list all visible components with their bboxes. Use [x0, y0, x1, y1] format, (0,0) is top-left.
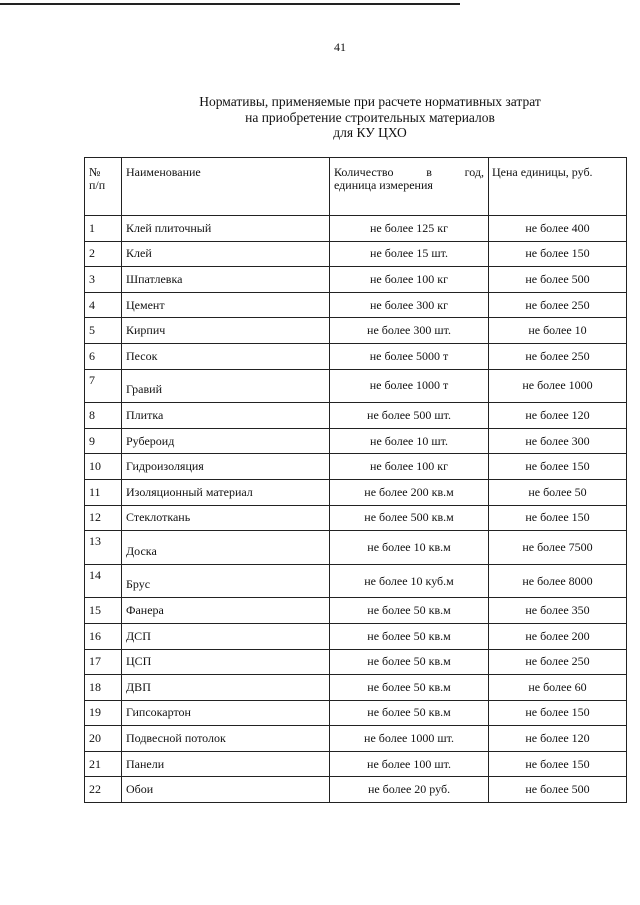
row-name: Кирпич [122, 318, 330, 344]
row-price: не более 500 [489, 777, 627, 803]
row-name: Рубероид [122, 428, 330, 454]
row-quantity: не более 1000 шт. [330, 726, 489, 752]
row-num: 4 [85, 292, 122, 318]
table-row [85, 564, 627, 598]
row-num: 8 [85, 403, 122, 429]
table-row [85, 479, 627, 505]
row-name: Плитка [122, 403, 330, 429]
row-quantity: не более 50 кв.м [330, 700, 489, 726]
row-num: 6 [85, 343, 122, 369]
row-price: не более 150 [489, 454, 627, 480]
row-quantity: не более 20 руб. [330, 777, 489, 803]
row-quantity: не более 50 кв.м [330, 623, 489, 649]
row-price: не более 60 [489, 675, 627, 701]
header-num-line-1: № [89, 165, 101, 179]
row-price: не более 250 [489, 649, 627, 675]
row-num: 14 [85, 564, 122, 598]
row-price: не более 8000 [489, 564, 627, 598]
table-row [85, 700, 627, 726]
table-row [85, 623, 627, 649]
row-quantity: не более 100 кг [330, 267, 489, 293]
row-price: не более 1000 [489, 369, 627, 403]
header-name: Наименование [122, 158, 330, 216]
table-row [85, 649, 627, 675]
row-num: 19 [85, 700, 122, 726]
row-price: не более 120 [489, 726, 627, 752]
table-row [85, 403, 627, 429]
row-quantity: не более 5000 т [330, 343, 489, 369]
row-quantity: не более 300 кг [330, 292, 489, 318]
row-num: 16 [85, 623, 122, 649]
header-num-line-2: п/п [89, 178, 106, 192]
row-num: 5 [85, 318, 122, 344]
header-num [85, 158, 122, 216]
table-row [85, 428, 627, 454]
row-name: Шпатлевка [122, 267, 330, 293]
row-price: не более 300 [489, 428, 627, 454]
table-row [85, 216, 627, 242]
row-num: 17 [85, 649, 122, 675]
row-num: 11 [85, 479, 122, 505]
table-row [85, 369, 627, 403]
row-num: 13 [85, 531, 122, 565]
row-name: Обои [122, 777, 330, 803]
table-row [85, 726, 627, 752]
row-num: 9 [85, 428, 122, 454]
table-row [85, 267, 627, 293]
row-name: ЦСП [122, 649, 330, 675]
header-quantity-word-1: Количество [334, 165, 394, 179]
row-price: не более 50 [489, 479, 627, 505]
row-quantity: не более 100 кг [330, 454, 489, 480]
header-quantity-word-3: год, [464, 165, 484, 179]
row-num: 7 [85, 369, 122, 403]
row-quantity: не более 300 шт. [330, 318, 489, 344]
document-title [160, 94, 580, 141]
row-quantity: не более 50 кв.м [330, 598, 489, 624]
row-price: не более 500 [489, 267, 627, 293]
table-row [85, 598, 627, 624]
row-name: Брус [122, 564, 330, 598]
row-quantity: не более 200 кв.м [330, 479, 489, 505]
row-num: 15 [85, 598, 122, 624]
header-quantity-line-2: единица измерения [334, 178, 433, 192]
title-line-1: Нормативы, применяемые при расчете нормативных затрат [199, 94, 541, 109]
row-num: 3 [85, 267, 122, 293]
top-rule [0, 3, 460, 5]
row-name: ДСП [122, 623, 330, 649]
row-name: Фанера [122, 598, 330, 624]
row-name: Клей плиточный [122, 216, 330, 242]
row-quantity: не более 15 шт. [330, 241, 489, 267]
row-price: не более 120 [489, 403, 627, 429]
table-row [85, 454, 627, 480]
row-price: не более 250 [489, 292, 627, 318]
row-num: 1 [85, 216, 122, 242]
row-quantity: не более 10 шт. [330, 428, 489, 454]
table-row [85, 777, 627, 803]
row-quantity: не более 1000 т [330, 369, 489, 403]
row-name: Цемент [122, 292, 330, 318]
row-price: не более 200 [489, 623, 627, 649]
row-quantity: не более 10 куб.м [330, 564, 489, 598]
row-name: Подвесной потолок [122, 726, 330, 752]
row-price: не более 10 [489, 318, 627, 344]
row-price: не более 150 [489, 505, 627, 531]
norms-table [84, 157, 627, 803]
page-number: 41 [334, 40, 346, 54]
row-price: не более 400 [489, 216, 627, 242]
table-row [85, 318, 627, 344]
table-row [85, 241, 627, 267]
row-num: 10 [85, 454, 122, 480]
row-name: Стеклоткань [122, 505, 330, 531]
table-row [85, 343, 627, 369]
table-row [85, 505, 627, 531]
row-name: Изоляционный материал [122, 479, 330, 505]
row-num: 18 [85, 675, 122, 701]
row-quantity: не более 500 кв.м [330, 505, 489, 531]
title-line-3: для КУ ЦХО [333, 125, 407, 140]
row-quantity: не более 50 кв.м [330, 675, 489, 701]
row-num: 12 [85, 505, 122, 531]
row-num: 21 [85, 751, 122, 777]
row-num: 2 [85, 241, 122, 267]
table-row [85, 531, 627, 565]
table-row [85, 675, 627, 701]
row-quantity: не более 100 шт. [330, 751, 489, 777]
row-name: Песок [122, 343, 330, 369]
row-name: Клей [122, 241, 330, 267]
row-quantity: не более 500 шт. [330, 403, 489, 429]
row-name: Гравий [122, 369, 330, 403]
row-name: Доска [122, 531, 330, 565]
row-num: 22 [85, 777, 122, 803]
table-header-row [85, 158, 627, 216]
row-price: не более 7500 [489, 531, 627, 565]
row-name: ДВП [122, 675, 330, 701]
table-row [85, 292, 627, 318]
row-price: не более 350 [489, 598, 627, 624]
header-quantity-word-2: в [426, 165, 432, 179]
title-line-2: на приобретение строительных материалов [245, 109, 495, 125]
row-price: не более 150 [489, 241, 627, 267]
row-quantity: не более 10 кв.м [330, 531, 489, 565]
row-num: 20 [85, 726, 122, 752]
row-price: не более 250 [489, 343, 627, 369]
row-name: Гидроизоляция [122, 454, 330, 480]
row-price: не более 150 [489, 700, 627, 726]
table-row [85, 751, 627, 777]
row-price: не более 150 [489, 751, 627, 777]
table-body [85, 216, 627, 803]
row-name: Гипсокартон [122, 700, 330, 726]
row-name: Панели [122, 751, 330, 777]
header-price: Цена единицы, руб. [489, 158, 627, 216]
header-quantity [330, 158, 489, 216]
row-quantity: не более 50 кв.м [330, 649, 489, 675]
row-quantity: не более 125 кг [330, 216, 489, 242]
